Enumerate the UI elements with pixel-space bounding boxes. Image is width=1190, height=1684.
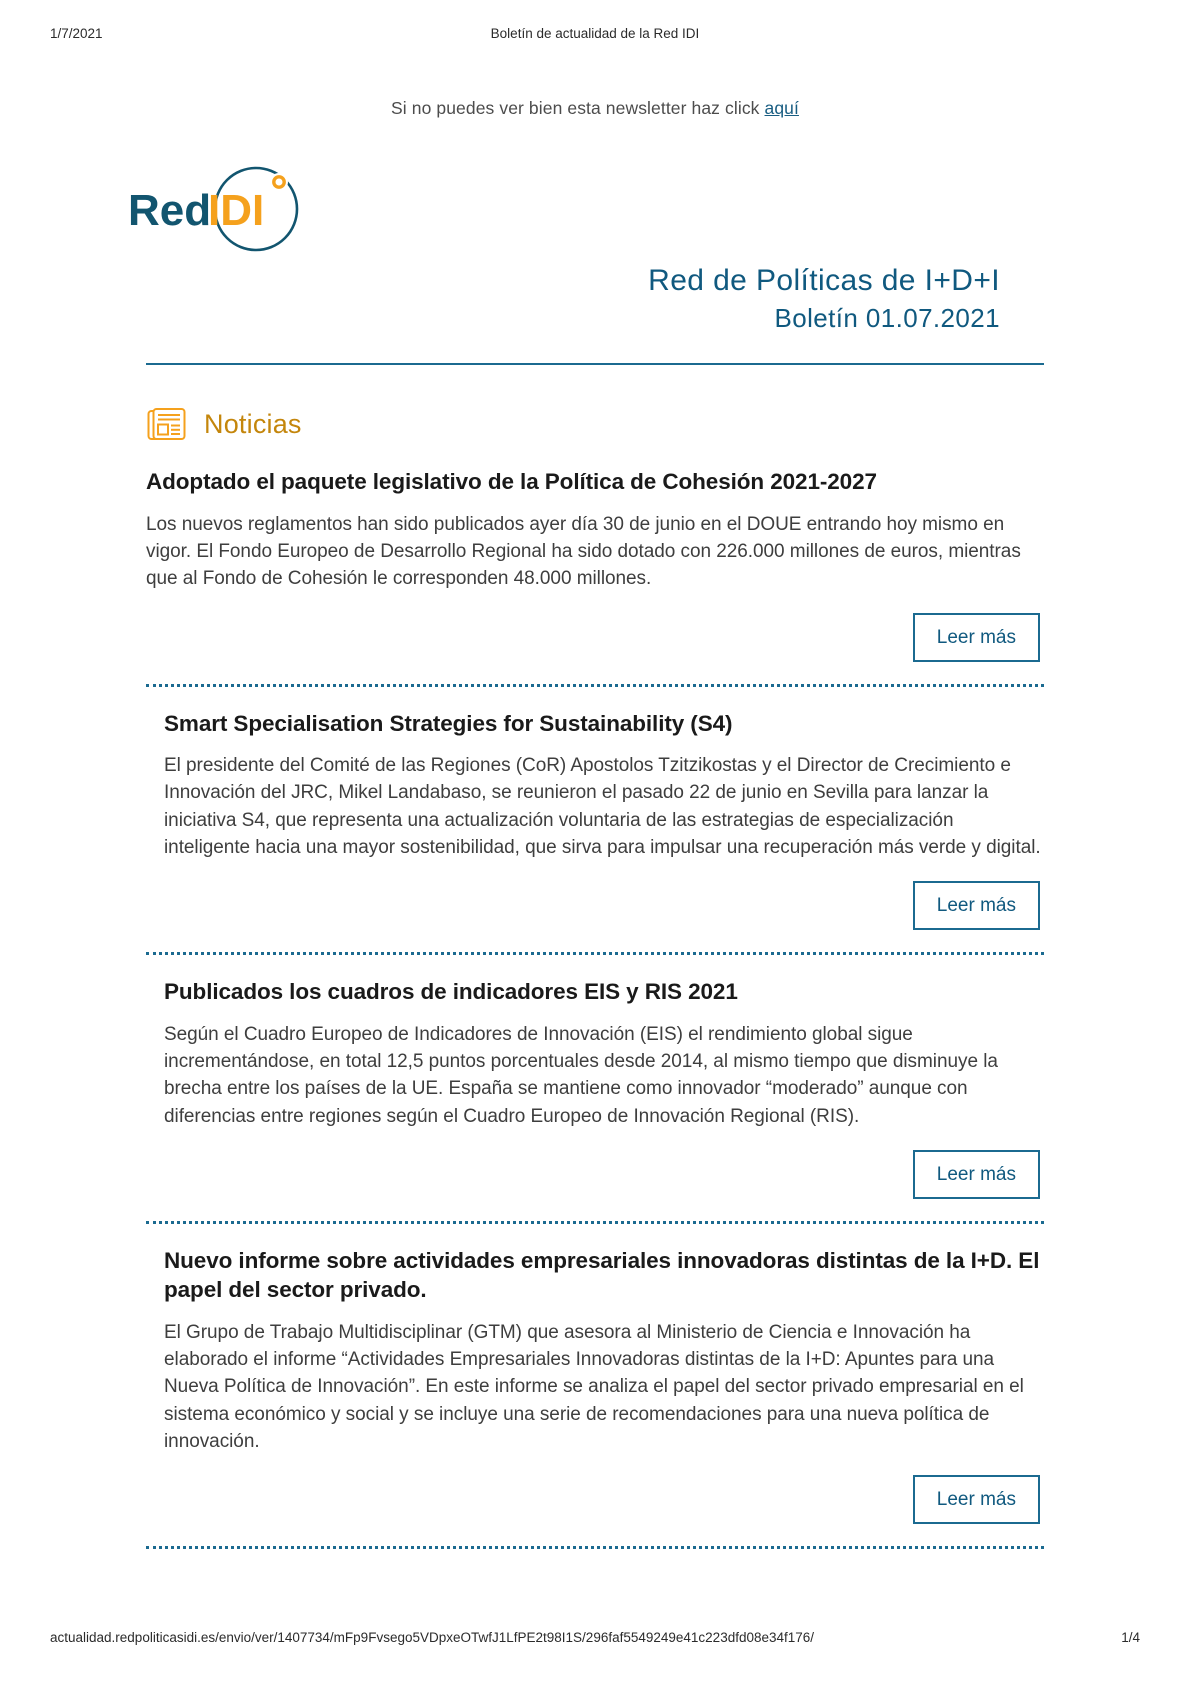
article-actions xyxy=(146,1475,1044,1524)
article-actions xyxy=(146,613,1044,662)
newspaper-icon xyxy=(146,403,188,445)
preheader-text: Si no puedes ver bien esta newsletter haz click xyxy=(391,98,765,118)
read-more-button[interactable]: Leer más xyxy=(913,881,1040,930)
newsletter-body xyxy=(0,86,1190,1549)
masthead-title: Red de Políticas de I+D+I xyxy=(648,264,1000,297)
article-actions xyxy=(146,881,1044,930)
article-body: Según el Cuadro Europeo de Indicadores de Innovación (EIS) el rendimiento global sigue incrementándose, en total 12,5 puntos porcentuales desde 2014, al mismo tiempo que disminuye la brecha entre los países de la UE. España se mantiene como innovador “moderado” aunque con diferencias entre regiones según el Cuadro Europeo de Innovación Regional (RIS). xyxy=(164,1023,998,1127)
print-footer xyxy=(0,1630,1190,1650)
article-title: Adoptado el paquete legislativo de la Política de Cohesión 2021-2027 xyxy=(146,469,877,495)
preheader xyxy=(0,86,1190,119)
preheader-link[interactable]: aquí xyxy=(764,98,799,118)
article-item xyxy=(146,955,1044,1199)
print-header xyxy=(0,26,1190,46)
redidi-logo[interactable] xyxy=(124,161,334,257)
article-title: Smart Specialisation Strategies for Sustainability (S4) xyxy=(164,710,733,736)
read-more-button[interactable]: Leer más xyxy=(913,1150,1040,1199)
logo-container xyxy=(0,161,1190,257)
article-item xyxy=(146,1224,1044,1524)
svg-text:Red: Red xyxy=(128,186,212,235)
section-label-noticias: Noticias xyxy=(204,408,302,439)
article-title: Nuevo informe sobre actividades empresariales innovadoras distintas de la I+D. El papel del sector privado. xyxy=(164,1248,1040,1303)
read-more-button[interactable]: Leer más xyxy=(913,1475,1040,1524)
section-header-noticias xyxy=(146,403,1044,445)
print-document-title: Boletín de actualidad de la Red IDI xyxy=(490,26,700,41)
article-separator xyxy=(146,1546,1044,1549)
article-title: Publicados los cuadros de indicadores EIS y RIS 2021 xyxy=(164,979,738,1005)
masthead-subtitle: Boletín 01.07.2021 xyxy=(774,302,1000,333)
read-more-button[interactable]: Leer más xyxy=(913,613,1040,662)
article-body: Los nuevos reglamentos han sido publicados ayer día 30 de junio en el DOUE entrando hoy mismo en vigor. El Fondo Europeo de Desarrollo Regional ha sido dotado con 226.000 millones de euros, mientras que al Fondo de Cohesión le corresponden 48.000 millones. xyxy=(146,513,1021,590)
articles-list xyxy=(146,445,1044,1549)
article-body: El presidente del Comité de las Regiones (CoR) Apostolos Tzitzikostas y el Director de Crecimiento e Innovación del JRC, Mikel Landabaso, se reunieron el pasado 22 de junio en Sevilla para lanzar la iniciativa S4, que representa una actualización voluntaria de las estrategias de especialización inteligente hacia una mayor sostenibilidad, que sirva para impulsar una recuperación más verde y digital. xyxy=(164,754,1041,859)
article-item xyxy=(146,687,1044,931)
article-item xyxy=(146,445,1044,661)
print-page-number: 1/4 xyxy=(1121,1630,1140,1645)
article-actions xyxy=(146,1150,1044,1199)
print-date: 1/7/2021 xyxy=(50,26,103,41)
svg-text:IDI: IDI xyxy=(208,186,265,235)
masthead xyxy=(0,263,1190,335)
print-source-url: actualidad.redpoliticasidi.es/envio/ver/1407734/mFp9Fvsego5VDpxeOTwfJ1LfPE2t98I1S/296faf5549249e41c223dfd08e34f176/ xyxy=(50,1630,815,1645)
header-divider xyxy=(146,363,1044,365)
article-body: El Grupo de Trabajo Multidisciplinar (GTM) que asesora al Ministerio de Ciencia e Innovación ha elaborado el informe “Actividades Empresariales Innovadoras distintas de la I+D: Apuntes para una Nueva Política de Innovación”. En este informe se analiza el papel del sector privado empresarial en el sistema económico y social y se incluye una serie de recomendaciones para una nueva política de innovación. xyxy=(164,1321,1024,1453)
